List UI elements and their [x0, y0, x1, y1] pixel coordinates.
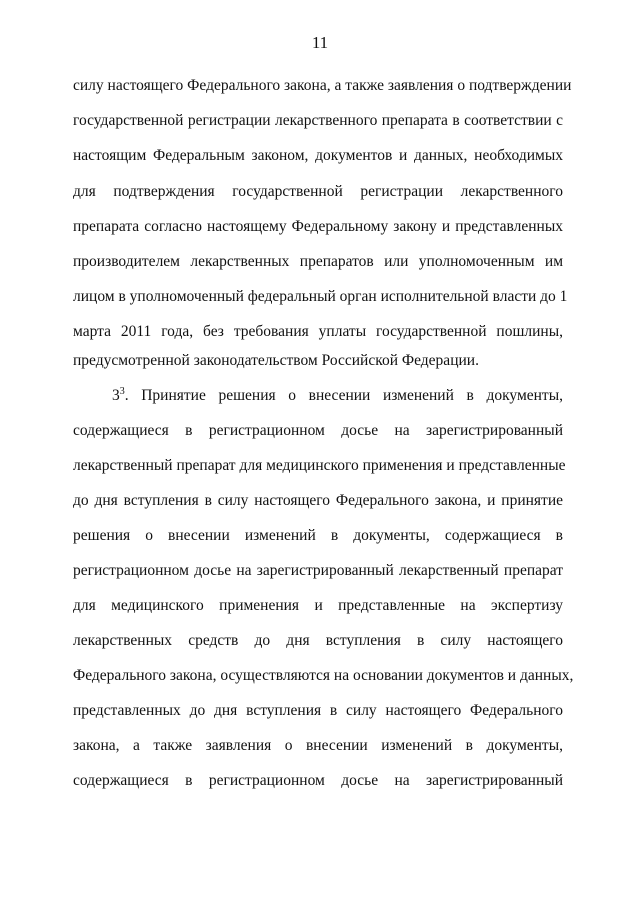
paragraph-first-line [112, 386, 563, 406]
item-number: 3 [112, 387, 120, 404]
text-line: Федерального закона, осуществляются на основании документов и данных, [73, 667, 574, 684]
text-line: лицом в уполномоченный федеральный орган исполнительной власти до 1 [73, 288, 568, 305]
text-line: государственной регистрации лекарственного препарата в соответствии с [73, 112, 563, 129]
first-line-text: . Принятие решения о внесении изменений в документы, [124, 387, 563, 404]
text-line: производителем лекарственных препаратов или уполномоченным им [73, 253, 563, 270]
text-line: содержащиеся в регистрационном досье на зарегистрированный [73, 422, 563, 439]
text-line: для медицинского применения и представленные на экспертизу [73, 597, 563, 614]
text-line: решения о внесении изменений в документы, содержащиеся в [73, 527, 563, 544]
text-line: содержащиеся в регистрационном досье на зарегистрированный [73, 772, 563, 789]
item-superscript: 3 [119, 385, 125, 397]
text-line: лекарственных средств до дня вступления в силу настоящего [73, 632, 563, 649]
text-line: препарата согласно настоящему Федеральному закону и представленных [73, 218, 563, 235]
text-line: представленных до дня вступления в силу настоящего Федерального [73, 702, 563, 719]
text-line: закона, а также заявления о внесении изменений в документы, [73, 737, 563, 754]
text-line: марта 2011 года, без требования уплаты государственной пошлины, [73, 323, 563, 340]
text-line: для подтверждения государственной регистрации лекарственного [73, 183, 563, 200]
text-line: настоящим Федеральным законом, документов и данных, необходимых [73, 147, 563, 164]
text-line: силу настоящего Федерального закона, а также заявления о подтверждении [73, 77, 572, 94]
text-line: лекарственный препарат для медицинского применения и представленные [73, 457, 566, 474]
text-line: регистрационном досье на зарегистрированный лекарственный препарат [73, 562, 563, 579]
page-number: 11 [311, 33, 329, 52]
text-line: до дня вступления в силу настоящего Федерального закона, и принятие [73, 492, 563, 509]
text-line: предусмотренной законодательством Российской Федерации. [73, 352, 479, 369]
